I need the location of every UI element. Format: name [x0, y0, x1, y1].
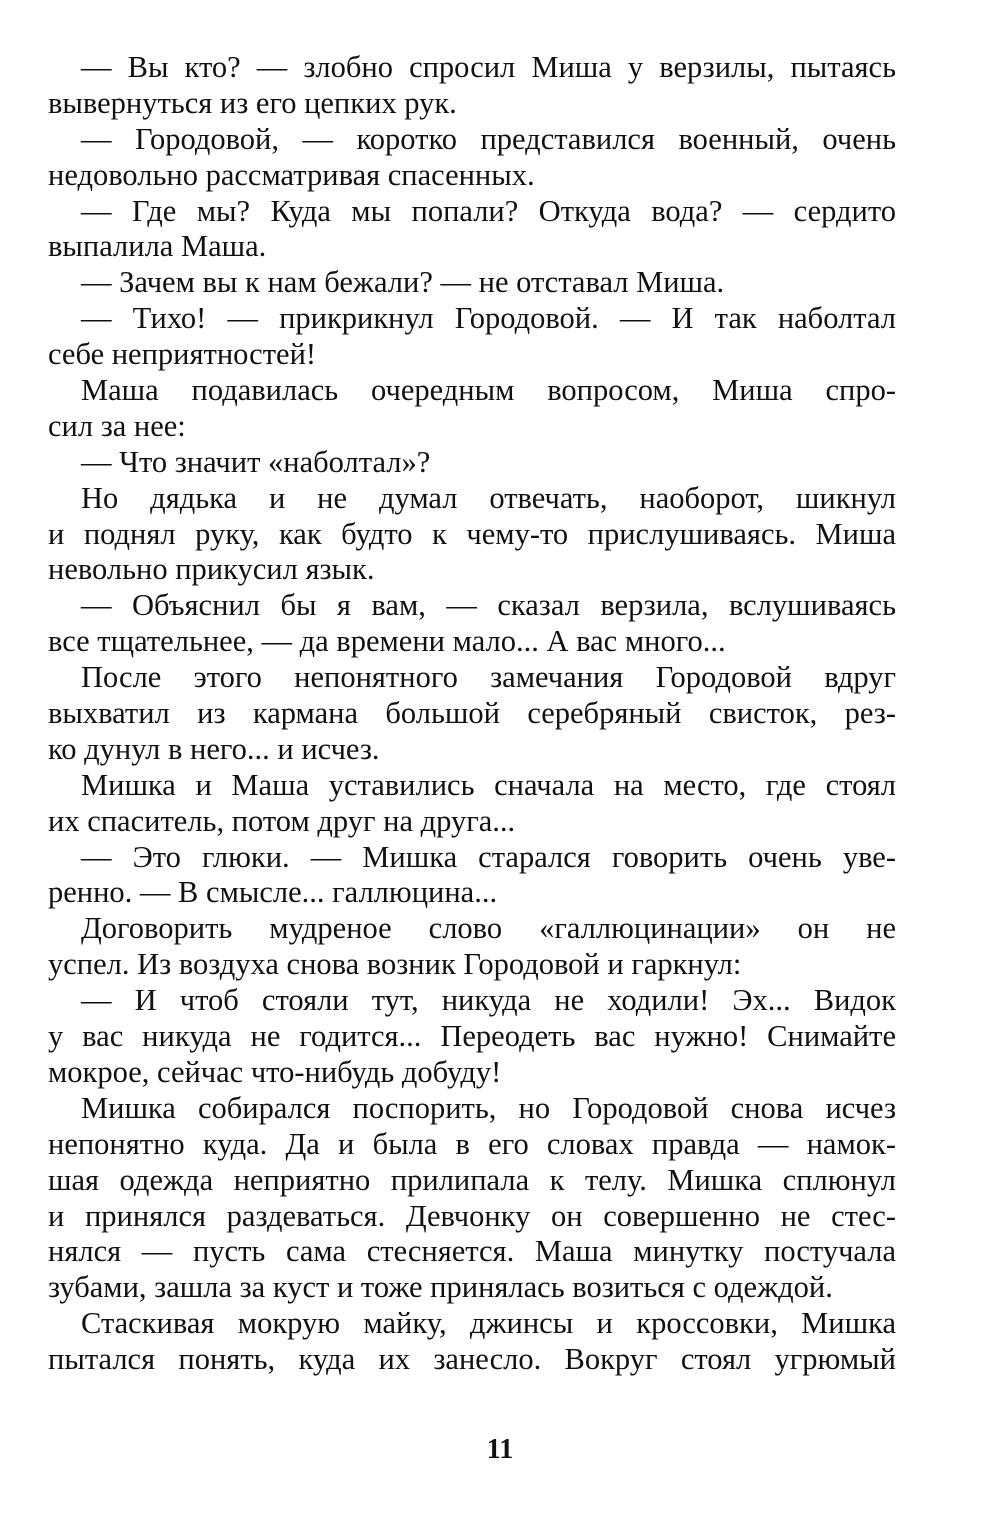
- text-line: пытался понять, куда их занесло. Вокруг стоял угрюмый: [48, 1342, 896, 1377]
- text-line: ко дунул в него... и исчез.: [48, 731, 380, 766]
- text-line: — Это глюки. — Мишка старался говорить очень уве-: [81, 839, 896, 874]
- text-line: Стаскивая мокрую майку, джинсы и кроссовки, Мишка: [81, 1306, 896, 1341]
- text-line: и поднял руку, как будто к чему-то прислушиваясь. Миша: [48, 516, 896, 551]
- text-line: — Городовой, — коротко представился военный, очень: [81, 121, 896, 156]
- text-line: невольно прикусил язык.: [48, 552, 375, 587]
- text-line: Мишка и Маша уставились сначала на место, где стоял: [81, 767, 896, 802]
- text-line: вывернуться из его цепких рук.: [48, 85, 457, 120]
- text-line: Мишка собирался поспорить, но Городовой снова исчез: [81, 1090, 896, 1125]
- text-line: — Где мы? Куда мы попали? Откуда вода? — сердито: [81, 193, 896, 228]
- text-line: ренно. — В смысле... галлюцина...: [48, 875, 498, 910]
- text-line: непонятно куда. Да и была в его словах правда — намок-: [48, 1126, 896, 1161]
- text-line: у вас никуда не годится... Переодеть вас нужно! Снимайте: [48, 1019, 896, 1054]
- text-line: — Объяснил бы я вам, — сказал верзила, вслушиваясь: [81, 588, 896, 623]
- text-line: зубами, зашла за куст и тоже принялась возиться с одеждой.: [48, 1270, 833, 1305]
- page-number: 11: [486, 1434, 514, 1465]
- text-line: Но дядька и не думал отвечать, наоборот, шикнул: [81, 480, 896, 515]
- text-line: — И чтоб стояли тут, никуда не ходили! Эх... Видок: [81, 983, 896, 1018]
- text-line: выпалила Маша.: [48, 229, 267, 264]
- text-line: недовольно рассматривая спасенных.: [48, 157, 535, 192]
- text-line: их спаситель, потом друг на друга...: [48, 803, 516, 838]
- text-line: нялся — пусть сама стесняется. Маша минутку постучала: [48, 1234, 896, 1269]
- page-body: [48, 50, 896, 1378]
- text-line: Договорить мудреное слово «галлюцинации» он не: [81, 911, 896, 946]
- text-line: — Зачем вы к нам бежали? — не отставал Миша.: [81, 265, 725, 300]
- text-line: — Вы кто? — злобно спросил Миша у верзилы, пытаясь: [81, 50, 896, 84]
- text-line: мокрое, сейчас что-нибудь добуду!: [48, 1054, 502, 1089]
- text-line: себе неприятностей!: [48, 337, 317, 372]
- text-line: После этого непонятного замечания Городовой вдруг: [81, 660, 896, 695]
- text-line: и принялся раздеваться. Девчонку он совершенно не стес-: [48, 1198, 896, 1233]
- text-line: шая одежда неприятно прилипала к телу. Мишка сплюнул: [48, 1162, 896, 1197]
- text-line: все тщательнее, — да времени мало... А вас много...: [48, 624, 726, 659]
- text-line: сил за нее:: [48, 408, 186, 443]
- text-line: Маша подавилась очередным вопросом, Миша спро-: [81, 373, 896, 408]
- text-line: — Что значит «наболтал»?: [81, 444, 431, 479]
- text-line: — Тихо! — прикрикнул Городовой. — И так наболтал: [81, 301, 896, 336]
- text-line: успел. Из воздуха снова возник Городовой и гаркнул:: [48, 947, 742, 982]
- text-line: выхватил из кармана большой серебряный свисток, рез-: [48, 696, 896, 731]
